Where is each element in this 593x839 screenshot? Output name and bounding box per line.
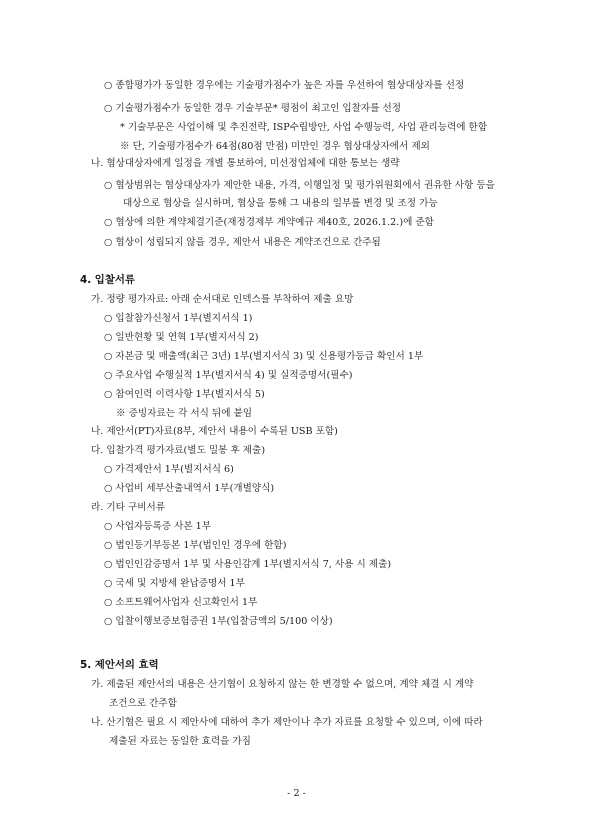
list-item: 라. 기타 구비서류 — [91, 502, 166, 513]
list-item-continuation: 제출된 자료는 동일한 효력을 가짐 — [109, 736, 251, 747]
note: ※ 단, 기술평가점수가 64점(80점 만점) 미만인 경우 협상대상자에서 제외 — [120, 141, 430, 152]
list-item: ○ 사업자등록증 사본 1부 — [104, 521, 212, 532]
note: ※ 증빙자료는 각 서식 뒤에 붙임 — [116, 408, 253, 419]
list-item: ○ 법인인감증명서 1부 및 사용인감계 1부(별지서식 7, 사용 시 제출) — [104, 559, 392, 570]
list-item: 가. 정량 평가자료: 아래 순서대로 인덱스를 부착하여 제출 요망 — [91, 294, 354, 305]
list-item: ○ 참여인력 이력사항 1부(별지서식 5) — [104, 389, 265, 400]
list-item: ○ 협상범위는 협상대상자가 제안한 내용, 가격, 이행일정 및 평가위원회에서 권유한 사항 등을 — [104, 180, 495, 191]
list-item: 나. 제안서(PT)자료(8부, 제안서 내용이 수록된 USB 포함) — [91, 426, 338, 437]
list-item: ○ 국세 및 지방세 완납증명서 1부 — [104, 578, 245, 589]
list-item: 나. 산기협은 필요 시 제안사에 대하여 추가 제안이나 추가 자료를 요청할 수 있으며, 이에 따라 — [91, 717, 483, 728]
list-item: ○ 종합평가가 동일한 경우에는 기술평가점수가 높은 자를 우선하여 협상대상자를 선정 — [104, 80, 465, 91]
list-item: ○ 사업비 세부산출내역서 1부(개별양식) — [104, 483, 275, 494]
section-heading-4: 4. 입찰서류 — [80, 274, 135, 286]
list-item: ○ 협상에 의한 계약체결기준(재정경제부 계약예규 제40호, 2026.1.2.)에 준함 — [104, 217, 434, 228]
section-heading-5: 5. 제안서의 효력 — [80, 659, 159, 671]
list-item: ○ 기술평가점수가 동일한 경우 기술부문* 평점이 최고인 입찰자를 선정 — [104, 103, 402, 114]
list-item: ○ 일반현황 및 연혁 1부(별지서식 2) — [104, 332, 259, 343]
list-item: ○ 협상이 성립되지 않을 경우, 제안서 내용은 계약조건으로 간주됨 — [104, 237, 381, 248]
list-item-continuation: 대상으로 협상을 실시하며, 협상을 통해 그 내용의 일부를 변경 및 조정 가능 — [123, 198, 438, 209]
list-item: ○ 입찰참가신청서 1부(별지서식 1) — [104, 313, 253, 324]
footnote: * 기술부문은 사업이해 및 추진전략, ISP수립방안, 사업 수행능력, 사업 관리능력에 한함 — [120, 122, 488, 133]
list-item: ○ 법인등기부등본 1부(법인인 경우에 한함) — [104, 540, 287, 551]
page-number: - 2 - — [287, 788, 306, 799]
list-item: ○ 가격제안서 1부(별지서식 6) — [104, 464, 234, 475]
list-item: 다. 입찰가격 평가자료(별도 밀봉 후 제출) — [91, 445, 266, 456]
list-item: ○ 소프트웨어사업자 신고확인서 1부 — [104, 597, 258, 608]
list-item: ○ 자본금 및 매출액(최근 3년) 1부(별지서식 3) 및 신용평가등급 확인서 1부 — [104, 351, 424, 362]
list-item: 나. 협상대상자에게 일정을 개별 통보하여, 미선정업체에 대한 통보는 생략 — [91, 158, 400, 169]
list-item-continuation: 조건으로 간주함 — [109, 698, 177, 709]
list-item: ○ 입찰이행보증보험증권 1부(입찰금액의 5/100 이상) — [104, 616, 333, 627]
list-item: ○ 주요사업 수행실적 1부(별지서식 4) 및 실적증명서(필수) — [104, 370, 353, 381]
list-item: 가. 제출된 제안서의 내용은 산기협이 요청하지 않는 한 변경할 수 없으며, 계약 체결 시 계약 — [91, 679, 474, 690]
